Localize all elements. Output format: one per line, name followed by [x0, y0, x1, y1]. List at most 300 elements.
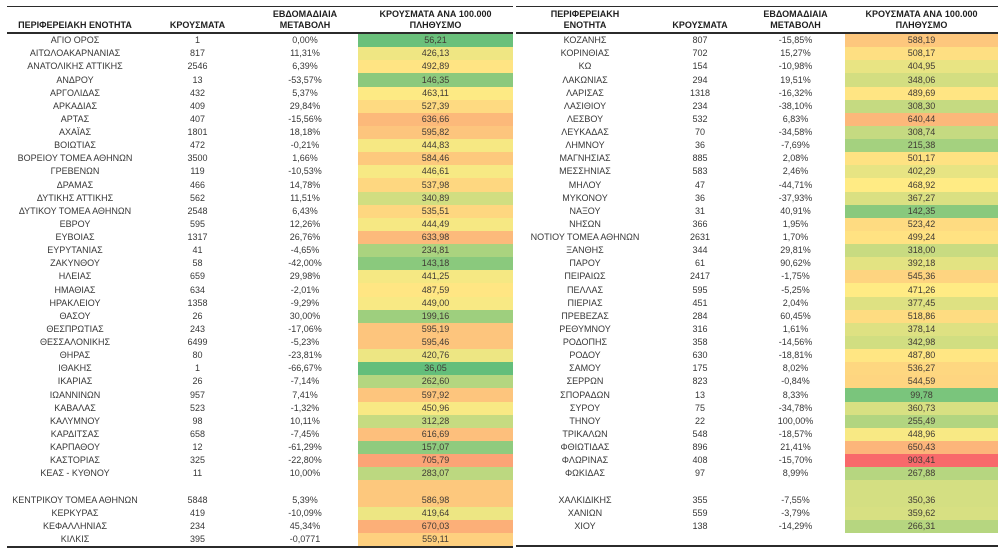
per-100k-cell: 559,11 — [358, 533, 513, 547]
weekly-change-cell: -10,09% — [288, 507, 322, 518]
per-100k-cell: 267,88 — [845, 467, 998, 480]
per-100k-cell: 487,59 — [358, 283, 513, 296]
region-name-cell: ΣΑΜΟΥ — [569, 363, 601, 374]
header-region: ΠΕΡΙΦΕΡΕΙΑΚΗ ΕΝΟΤΗΤΑ — [7, 7, 143, 34]
region-name-cell: ΑΝΔΡΟΥ — [56, 74, 94, 85]
region-name-cell: ΜΥΚΟΝΟΥ — [562, 192, 608, 203]
weekly-change-cell: 19,51% — [780, 74, 811, 85]
region-row — [7, 205, 513, 218]
cases-cell: 366 — [692, 218, 708, 229]
cases-cell: 31 — [694, 205, 705, 216]
per-100k-cell: 597,92 — [358, 388, 513, 401]
region-name-cell: ΠΙΕΡΙΑΣ — [567, 297, 603, 308]
region-row — [7, 402, 513, 415]
region-row — [516, 520, 998, 533]
cases-cell: 1318 — [689, 87, 711, 98]
region-row — [7, 165, 513, 178]
per-100k-cell: 312,28 — [358, 415, 513, 428]
cases-cell: 119 — [190, 166, 205, 177]
region-name-cell: ΚΕΦΑΛΛΗΝΙΑΣ — [42, 520, 108, 531]
weekly-change-cell: 1,66% — [292, 153, 318, 164]
region-row — [516, 441, 998, 454]
header-row — [7, 7, 513, 34]
region-row — [7, 297, 513, 310]
region-name-cell: ΚΟΡΙΝΘΙΑΣ — [560, 48, 610, 59]
weekly-change-cell: 15,27% — [780, 48, 811, 59]
cases-cell: 98 — [192, 415, 203, 426]
region-row — [7, 100, 513, 113]
weekly-change-cell: -42,00% — [288, 258, 322, 269]
cases-cell: 234 — [692, 100, 708, 111]
weekly-change-cell: -0,0771 — [289, 533, 321, 544]
region-name-cell: ΚΙΛΚΙΣ — [60, 533, 90, 544]
cases-cell: 12 — [192, 442, 203, 453]
weekly-change-cell: 6,43% — [292, 205, 318, 216]
cases-cell: 70 — [694, 127, 705, 138]
region-name-cell: ΧΙΟΥ — [574, 520, 596, 531]
cases-cell: 355 — [692, 494, 708, 505]
region-name-cell: ΚΕΑΣ - ΚΥΘΝΟΥ — [40, 468, 110, 479]
region-row — [516, 297, 998, 310]
weekly-change-cell: 8,02% — [782, 363, 809, 374]
cases-cell: 13 — [694, 389, 705, 400]
per-100k-cell: 348,06 — [845, 73, 998, 86]
per-100k-cell: 584,46 — [358, 152, 513, 165]
weekly-change-cell: -66,67% — [288, 363, 322, 374]
per-100k-cell: 537,98 — [358, 178, 513, 191]
per-100k-cell: 266,31 — [845, 520, 998, 533]
region-row — [7, 428, 513, 441]
per-100k-cell: 492,89 — [358, 60, 513, 73]
per-100k-cell: 595,82 — [358, 126, 513, 139]
weekly-change-cell: -9,29% — [290, 297, 320, 308]
region-row — [7, 60, 513, 73]
region-row — [516, 87, 998, 100]
weekly-change-cell: 29,81% — [780, 245, 811, 256]
region-row — [516, 126, 998, 139]
region-row — [7, 73, 513, 86]
per-100k-cell: 636,66 — [358, 113, 513, 126]
region-name-cell: ΛΗΜΝΟΥ — [565, 140, 605, 151]
region-row — [7, 336, 513, 349]
region-row — [7, 152, 513, 165]
region-name-cell: ΝΗΣΩΝ — [569, 218, 601, 229]
cases-cell: 408 — [692, 455, 708, 466]
region-name-cell: ΑΡΚΑΔΙΑΣ — [52, 100, 98, 111]
cases-cell: 358 — [692, 337, 708, 348]
region-row — [516, 192, 998, 205]
region-row — [516, 454, 998, 467]
cases-cell: 234 — [189, 520, 206, 531]
region-name-cell: ΛΕΣΒΟΥ — [566, 113, 604, 124]
region-row — [7, 218, 513, 231]
region-name-cell: ΛΑΣΙΘΙΟΥ — [563, 100, 607, 111]
region-name-cell: ΠΑΡΟΥ — [569, 258, 601, 269]
weekly-change-cell: -18,57% — [778, 428, 813, 439]
weekly-change-cell: 2,08% — [782, 153, 809, 164]
region-row — [7, 139, 513, 152]
region-row — [7, 454, 513, 467]
weekly-change-cell: 30,00% — [289, 310, 321, 321]
weekly-change-cell: 0,00% — [292, 35, 318, 46]
region-row — [516, 428, 998, 441]
region-row — [516, 100, 998, 113]
cases-cell: 5848 — [187, 494, 208, 505]
per-100k-cell — [358, 480, 513, 493]
weekly-change-cell: -10,53% — [288, 166, 322, 177]
weekly-change-cell: -0,21% — [290, 140, 320, 151]
region-row — [7, 310, 513, 323]
weekly-change-cell — [746, 480, 845, 493]
cases-cell: 26 — [192, 310, 203, 321]
per-100k-cell: 595,19 — [358, 323, 513, 336]
region-row — [516, 283, 998, 296]
weekly-change-cell: -38,10% — [778, 100, 813, 111]
region-row — [516, 113, 998, 126]
spacer-row — [7, 480, 513, 493]
per-100k-cell: 420,76 — [358, 349, 513, 362]
per-100k-cell: 426,13 — [358, 47, 513, 60]
region-name-cell — [516, 533, 654, 546]
region-name-cell: ΗΛΕΙΑΣ — [58, 271, 92, 282]
weekly-change-cell: 12,26% — [289, 218, 321, 229]
region-row — [516, 73, 998, 86]
weekly-change-cell: 1,95% — [782, 218, 809, 229]
per-100k-cell: 255,49 — [845, 415, 998, 428]
region-row — [7, 270, 513, 283]
weekly-change-cell: -14,56% — [778, 337, 813, 348]
region-name-cell: ΚΑΒΑΛΑΣ — [54, 402, 96, 413]
region-row — [516, 388, 998, 401]
per-100k-cell: 199,16 — [358, 310, 513, 323]
region-row — [7, 362, 513, 375]
weekly-change-cell: -3,79% — [781, 507, 810, 518]
region-name-cell: ΕΥΡΥΤΑΝΙΑΣ — [47, 245, 103, 256]
per-100k-cell: 308,30 — [845, 100, 998, 113]
region-row — [7, 231, 513, 244]
cases-cell: 1358 — [187, 297, 208, 308]
cases-cell: 409 — [189, 100, 206, 111]
cases-cell: 472 — [189, 140, 206, 151]
region-name-cell: ΛΑΡΙΣΑΣ — [566, 87, 604, 98]
cases-cell: 294 — [692, 74, 708, 85]
region-name-cell: ΒΟΙΩΤΙΑΣ — [54, 140, 96, 151]
per-100k-cell: 450,96 — [358, 402, 513, 415]
weekly-change-cell: 1,70% — [782, 232, 809, 243]
region-name-cell: ΚΟΖΑΝΗΣ — [563, 35, 607, 46]
weekly-change-cell: 8,99% — [782, 468, 809, 479]
region-name-cell — [7, 480, 143, 493]
region-row — [7, 178, 513, 191]
cases-cell: 957 — [189, 389, 206, 400]
per-100k-cell: 527,39 — [358, 100, 513, 113]
region-name-cell: ΧΑΛΚΙΔΙΚΗΣ — [558, 494, 612, 505]
region-row — [516, 493, 998, 506]
region-row — [516, 402, 998, 415]
region-name-cell: ΑΝΑΤΟΛΙΚΗΣ ΑΤΤΙΚΗΣ — [27, 61, 123, 72]
cases-cell: 532 — [692, 113, 708, 124]
per-100k-cell: 377,45 — [845, 297, 998, 310]
weekly-change-cell: -14,29% — [778, 520, 813, 531]
region-row — [7, 113, 513, 126]
weekly-change-cell: 8,33% — [782, 389, 809, 400]
weekly-change-cell: -22,80% — [288, 455, 322, 466]
per-100k-cell: 350,36 — [845, 493, 998, 506]
region-name-cell: ΦΛΩΡΙΝΑΣ — [561, 455, 609, 466]
region-row — [7, 375, 513, 388]
region-name-cell: ΦΩΚΙΔΑΣ — [565, 468, 605, 479]
cases-cell: 523 — [189, 402, 206, 413]
cases-cell: 562 — [189, 192, 206, 203]
region-row — [516, 205, 998, 218]
region-name-cell: ΙΩΑΝΝΙΝΩΝ — [49, 389, 101, 400]
cases-cell: 2417 — [689, 271, 711, 282]
cases-cell: 284 — [692, 310, 708, 321]
region-name-cell: ΘΑΣΟΥ — [59, 310, 91, 321]
region-name-cell: ΘΕΣΣΑΛΟΝΙΚΗΣ — [39, 337, 111, 348]
per-100k-cell: 446,61 — [358, 165, 513, 178]
cases-cell: 451 — [692, 297, 708, 308]
cases-cell: 419 — [189, 507, 206, 518]
region-row — [516, 362, 998, 375]
weekly-change-cell: 26,76% — [289, 232, 321, 243]
region-row — [7, 507, 513, 520]
header-row — [516, 7, 998, 34]
per-100k-cell: 595,46 — [358, 336, 513, 349]
per-100k-cell: 308,74 — [845, 126, 998, 139]
per-100k-cell: 143,18 — [358, 257, 513, 270]
weekly-change-cell: 18,18% — [289, 127, 321, 138]
region-row — [516, 375, 998, 388]
region-row — [516, 270, 998, 283]
region-row — [516, 165, 998, 178]
weekly-change-cell: -15,70% — [778, 455, 813, 466]
region-name-cell: ΚΕΡΚΥΡΑΣ — [51, 507, 99, 518]
region-name-cell: ΑΡΤΑΣ — [60, 113, 90, 124]
cases-cell: 1801 — [187, 127, 208, 138]
weekly-change-cell: 2,04% — [782, 297, 809, 308]
region-row — [7, 388, 513, 401]
cases-cell: 47 — [694, 179, 705, 190]
cases-cell — [654, 533, 746, 546]
region-name-cell: ΕΒΡΟΥ — [59, 218, 91, 229]
cases-cell: 658 — [189, 428, 206, 439]
weekly-change-cell: 5,37% — [292, 87, 318, 98]
per-100k-cell: 903,41 — [845, 454, 998, 467]
cases-cell: 175 — [692, 363, 708, 374]
per-100k-cell: 318,00 — [845, 244, 998, 257]
weekly-change-cell: 29,98% — [289, 271, 321, 282]
weekly-change-cell: 90,62% — [780, 258, 811, 269]
region-name-cell: ΚΑΡΠΑΘΟΥ — [49, 442, 101, 453]
cases-cell: 58 — [192, 258, 203, 269]
region-name-cell: ΔΥΤΙΚΗΣ ΑΤΤΙΚΗΣ — [36, 192, 114, 203]
table-body-left — [7, 33, 513, 547]
weekly-change-cell: 2,46% — [782, 166, 809, 177]
per-100k-cell: 392,18 — [845, 257, 998, 270]
cases-cell: 97 — [694, 468, 705, 479]
region-row — [7, 323, 513, 336]
per-100k-cell: 441,25 — [358, 270, 513, 283]
per-100k-cell: 367,27 — [845, 192, 998, 205]
weekly-change-cell: -15,56% — [288, 113, 322, 124]
cases-cell: 823 — [692, 376, 708, 387]
per-100k-cell: 544,59 — [845, 375, 998, 388]
region-name-cell — [516, 480, 654, 493]
header-cases: ΚΡΟΥΣΜΑΤΑ — [654, 7, 746, 34]
header-region — [516, 7, 654, 34]
weekly-change-cell: 60,45% — [780, 310, 811, 321]
cases-cell: 466 — [189, 179, 206, 190]
per-100k-cell: 99,78 — [845, 388, 998, 401]
region-name-cell: ΝΑΞΟΥ — [569, 205, 601, 216]
regional-table-right — [516, 6, 998, 547]
weekly-change-cell — [252, 480, 358, 493]
region-name-cell: ΒΟΡΕΙΟΥ ΤΟΜΕΑ ΑΘΗΝΩΝ — [17, 153, 133, 164]
cases-cell: 630 — [692, 350, 708, 361]
cases-cell: 80 — [192, 350, 203, 361]
cases-cell: 595 — [692, 284, 708, 295]
region-name-cell: ΧΑΝΙΩΝ — [567, 507, 603, 518]
region-name-cell: ΠΕΛΛΑΣ — [566, 284, 604, 295]
cases-cell: 559 — [692, 507, 708, 518]
cases-cell: 26 — [192, 376, 203, 387]
weekly-change-cell: -34,78% — [778, 402, 813, 413]
cases-cell: 11 — [192, 468, 203, 479]
cases-cell: 1317 — [187, 232, 208, 243]
per-100k-cell: 449,00 — [358, 297, 513, 310]
cases-cell: 36 — [694, 140, 705, 151]
weekly-change-cell: -44,71% — [778, 179, 813, 190]
region-name-cell: ΡΕΘΥΜΝΟΥ — [559, 323, 611, 334]
weekly-change-cell: -0,84% — [781, 376, 810, 387]
region-name-cell: ΞΑΝΘΗΣ — [566, 245, 604, 256]
per-100k-cell: 463,11 — [358, 87, 513, 100]
cases-cell: 595 — [189, 218, 206, 229]
per-100k-cell: 536,27 — [845, 362, 998, 375]
region-name-cell: ΑΙΤΩΛΟΑΚΑΡΝΑΝΙΑΣ — [29, 48, 121, 59]
cases-cell: 432 — [189, 87, 206, 98]
per-100k-cell: 444,49 — [358, 218, 513, 231]
region-name-cell: ΙΚΑΡΙΑΣ — [57, 376, 93, 387]
region-name-cell: ΠΡΕΒΕΖΑΣ — [561, 310, 609, 321]
per-100k-cell: 262,60 — [358, 375, 513, 388]
header-weekly-change: ΕΒΔΟΜΑΔΙΑΙΑ ΜΕΤΑΒΟΛΗ — [746, 7, 845, 34]
weekly-change-cell: 5,39% — [292, 494, 318, 505]
per-100k-cell: 586,98 — [358, 493, 513, 506]
per-100k-cell: 444,83 — [358, 139, 513, 152]
weekly-change-cell: -7,14% — [290, 376, 320, 387]
region-name-cell: ΚΕΝΤΡΙΚΟΥ ΤΟΜΕΑ ΑΘΗΝΩΝ — [12, 494, 138, 505]
header-per-100k: ΚΡΟΥΣΜΑΤΑ ΑΝΑ 100.000 ΠΛΗΘΥΣΜΟ — [358, 7, 513, 34]
per-100k-cell — [845, 480, 998, 493]
weekly-change-cell: -7,45% — [290, 428, 320, 439]
regional-table-left — [7, 6, 513, 548]
region-row — [516, 60, 998, 73]
region-row — [7, 520, 513, 533]
region-name-cell: ΗΡΑΚΛΕΙΟΥ — [49, 297, 101, 308]
weekly-change-cell: -17,06% — [288, 323, 322, 334]
weekly-change-cell: -10,98% — [778, 61, 813, 72]
region-name-cell: ΖΑΚΥΝΘΟΥ — [50, 258, 100, 269]
weekly-change-cell: 14,78% — [289, 179, 321, 190]
cases-cell: 659 — [189, 271, 206, 282]
cases-cell: 1 — [194, 363, 200, 374]
per-100k-cell: 535,51 — [358, 205, 513, 218]
cases-cell: 61 — [694, 258, 705, 269]
weekly-change-cell: 21,41% — [780, 442, 811, 453]
weekly-change-cell: -61,29% — [288, 442, 322, 453]
weekly-change-cell: 100,00% — [777, 415, 814, 426]
weekly-change-cell: -7,55% — [781, 494, 810, 505]
cases-cell: 6499 — [187, 337, 208, 348]
per-100k-cell: 523,42 — [845, 218, 998, 231]
header-per-100k: ΚΡΟΥΣΜΑΤΑ ΑΝΑ 100.000 ΠΛΗΘΥΣΜΟ — [845, 7, 998, 34]
per-100k-cell: 588,19 — [845, 33, 998, 47]
region-name-cell: ΛΑΚΩΝΙΑΣ — [562, 74, 608, 85]
weekly-change-cell: 10,00% — [289, 468, 321, 479]
weekly-change-cell: -1,75% — [781, 271, 810, 282]
region-row — [516, 152, 998, 165]
table-body-right — [516, 33, 998, 546]
region-name-cell: ΑΓΙΟ ΟΡΟΣ — [50, 35, 100, 46]
weekly-change-cell: 11,31% — [290, 48, 320, 59]
per-100k-cell: 404,95 — [845, 60, 998, 73]
region-name-cell: ΑΡΓΟΛΙΔΑΣ — [50, 87, 100, 98]
cases-cell: 2631 — [689, 232, 711, 243]
weekly-change-cell: 10,11% — [290, 415, 320, 426]
region-row — [516, 336, 998, 349]
region-name-cell: ΝΟΤΙΟΥ ΤΟΜΕΑ ΑΘΗΝΩΝ — [530, 232, 640, 243]
region-row — [7, 493, 513, 506]
region-row — [7, 533, 513, 547]
region-name-cell: ΤΡΙΚΑΛΩΝ — [562, 428, 608, 439]
cases-cell: 22 — [694, 415, 705, 426]
per-100k-cell: 283,07 — [358, 467, 513, 480]
cases-cell: 2548 — [187, 205, 208, 216]
spacer-row — [516, 533, 998, 546]
weekly-change-cell: 29,84% — [289, 100, 321, 111]
region-row — [516, 257, 998, 270]
per-100k-cell: 234,81 — [358, 244, 513, 257]
per-100k-cell: 56,21 — [358, 33, 513, 47]
region-row — [516, 244, 998, 257]
region-row — [516, 47, 998, 60]
region-row — [516, 139, 998, 152]
region-name-cell: ΚΑΡΔΙΤΣΑΣ — [50, 428, 100, 439]
cases-cell: 138 — [692, 520, 708, 531]
weekly-change-cell: 11,51% — [290, 192, 320, 203]
cases-cell: 325 — [189, 455, 206, 466]
region-row — [516, 467, 998, 480]
region-name-cell: ΜΕΣΣΗΝΙΑΣ — [559, 166, 611, 177]
weekly-change-cell: 6,39% — [292, 61, 318, 72]
region-row — [516, 178, 998, 191]
weekly-change-cell — [746, 533, 845, 546]
region-name-cell: ΘΕΣΠΡΩΤΙΑΣ — [46, 323, 104, 334]
cases-cell: 36 — [694, 192, 705, 203]
weekly-change-cell: -2,01% — [290, 284, 320, 295]
region-name-cell: ΤΗΝΟΥ — [569, 415, 601, 426]
weekly-change-cell: -23,81% — [288, 350, 322, 361]
cases-cell: 316 — [692, 323, 708, 334]
table-header-left — [7, 7, 513, 34]
region-name-cell: ΓΡΕΒΕΝΩΝ — [50, 166, 100, 177]
region-row — [7, 87, 513, 100]
per-100k-cell: 340,89 — [358, 192, 513, 205]
cases-cell — [143, 480, 252, 493]
region-name-cell: ΣΥΡΟΥ — [569, 402, 601, 413]
